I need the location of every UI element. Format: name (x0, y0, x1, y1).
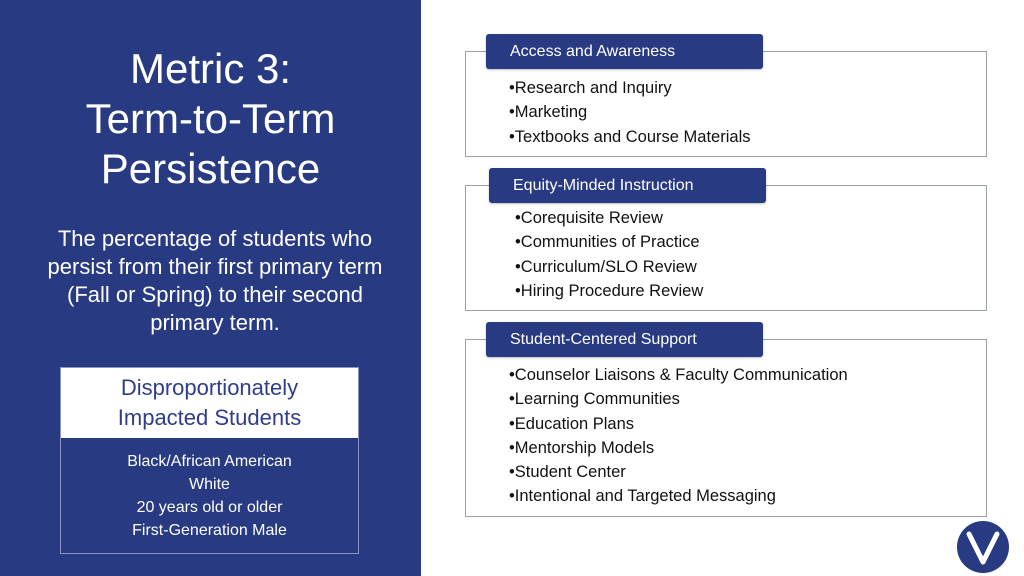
student-support-tab: Student-Centered Support (486, 322, 763, 357)
access-awareness-list (509, 76, 750, 149)
list-item: • Marketing (509, 100, 750, 124)
list-item: • Student Center (509, 460, 848, 484)
list-item: • Textbooks and Course Materials (509, 125, 750, 149)
impacted-students-list (61, 438, 358, 553)
metric-definition: The percentage of students who persist from their first primary term (Fall or Spring) to their second primary term. (47, 226, 383, 335)
list-item: • Learning Communities (509, 387, 848, 411)
list-item: • Curriculum/SLO Review (515, 255, 703, 279)
impacted-group: 20 years old or older (136, 498, 283, 516)
impacted-group: Black/African American (127, 452, 292, 470)
impacted-students-box (60, 367, 359, 554)
equity-instruction-list (515, 206, 703, 303)
list-item: • Corequisite Review (515, 206, 703, 230)
list-item: • Hiring Procedure Review (515, 279, 703, 303)
list-item: • Intentional and Targeted Messaging (509, 484, 848, 508)
access-awareness-tab: Access and Awareness (486, 34, 763, 69)
left-panel (0, 0, 421, 576)
impacted-group: White (189, 475, 230, 493)
list-item: • Communities of Practice (515, 230, 703, 254)
impacted-students-header: Disproportionately Impacted Students (61, 368, 358, 438)
student-support-list (509, 363, 848, 509)
v-check-logo-icon (956, 520, 1010, 574)
list-item: • Research and Inquiry (509, 76, 750, 100)
page-title: Metric 3: Term-to-Term Persistence (85, 45, 336, 192)
list-item: • Counselor Liaisons & Faculty Communication (509, 363, 848, 387)
list-item: • Mentorship Models (509, 436, 848, 460)
list-item: • Education Plans (509, 412, 848, 436)
impacted-group: First-Generation Male (132, 521, 287, 539)
equity-instruction-tab: Equity-Minded Instruction (489, 168, 766, 203)
